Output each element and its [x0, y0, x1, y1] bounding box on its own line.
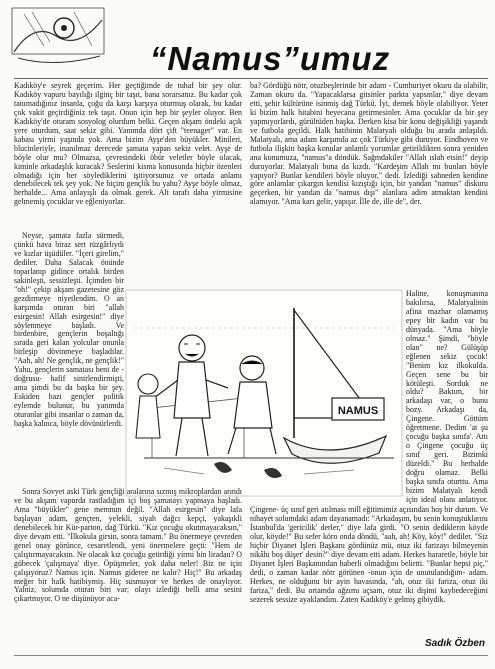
paragraph-intro: Kadıköy'e seyrek geçerim. Her geçtiğimde de tuhaf bir şey olur. Kadıköy vapuru bayılığı ilginç bir taşıt, bana sorarsanız. Bu kadar çok tanımadığınız insanla, çoğu da karşı karşıya oturmuş olarak, bu kadar çok vakit geçirdiğiniz tek taşıt. Onun için hep bir şeyler oluyor. Ben Kadıköy'de oturam sosyolog olurdum belki. Geçen akşam öndeki açık yere oturdum, saat sekiz gibi. Yanımda dört çift "teenager" var. En kabası yirmi yaşında yok. Ama bizim Ayşe'den büyükler. Minileri, blucinleriyle, inanılmaz derecede şamata yapan sekiz velet. Ayşe de böyle olur mu? Olmazsa, çevresindeki öbür veletler böyle olacak, kiminle arkadaşlık kuracak? Seslerini kisma konusunda hiçbir özenleri olmadığı için her söylediklerini işitiyorsunuz ve ortada anlamı denebilecek tek şey yok. Ne biçim gençlik bu yahu? Ayşe böyle olmaz, herhalde... Ama anlayışlı da olmak gerek. Alt tarafı daha yirmisine gelmemiş çocuklar ve eğleniyorlar.: [14, 82, 242, 207]
paragraph-bottom-right: Çingene- üç sınıf geri atılması mill eğitimimiz açısından hoş bir durum. Ve nihayet solumdaki adam dayanamadı: "Arkadaşım, bu senin konuştuklarını İstanbul'da 'gericilik' derler," diye lafa girdi. "O senin dediklerın köyde olur, köyde!" Bu sefer köro onda döndü, "aah, ah! Köy, köy!" dediler. "Siz hiçbir Diyanet İşleri Başkanı gördünüz mü, otuz iki farizayı bilmeyenin nikâhı boş düşer' desin?" diye devam etti adam. Herkes hararetle, böyle bir Diyanet İşleri Başkanından haberli olmadığını belirtti. "Bunlar hepsi piç," dedi, o zaman kadar nötr görünen -onun için de unutulandığım- adam. Herkes, ne olduğunu bir ayin havasında, "ah, otuz iki fariza, otuz iki fariza," dedi. Bu ortamda ağzımı açsam, otuz iki dişimi kaybedeceğimi sezerek sessize ayaklandım. Zaten Kadıköy'e gelmiş gibiydik.: [250, 506, 488, 604]
namus-sign-text: NAMUS: [337, 405, 379, 417]
text-column-left-narrow: [14, 232, 124, 486]
author-signature: Sadık Özben: [424, 638, 485, 649]
text-column-bottom-left: [14, 488, 242, 638]
ferry-scene-illustration: [124, 288, 404, 498]
text-column-bottom-right: [250, 506, 488, 638]
article-title: “Namus”umuz: [149, 40, 391, 77]
paragraph-right-narrow: Haline, konuşmasına bakılırsa, Malatyalinin afina mazhar olamamış epey bir kadın var bu dünyada. "Ama böyle olmaz." Şimdi, "böyle olan" ne? Gülüşüp eğlenen sekiz çocuk! "Benim kız ilkokulda. Geçen sene bu bir kötüleşti. Sorduk ne oldu? Baktım, bir arkadaşı var, o bunu bozy. Arkadaşı da, Çingene. Göttüm öğretmene. Dedim 'at şu çocuğu başka sınıfa'. Attı o Çingene çocuğu üç sınıf geri. Bizimki düzeldi." Bu herhalde doğru olamaz. Belki başka sınıfa oturttu. Ama bizim Malatyalı kendi için ideal olanı anlatıyor.: [406, 290, 488, 504]
text-column-right-top: [250, 82, 488, 285]
top-divider: [14, 78, 488, 79]
paragraph-right-top: ba? Gördüğü nötr, otuzbeşlerinde bir adam - Cumhuriyet okuru da olabilir, Zaman okuru da. "Yapacaklarsa gitsinler parkta yapsınlar," diye devam etti, şehir kültürüne isinmiş dağ Türkü. İyi, demek böyle olabiliyor. Yeter ki bizim halk hitabini heyecana getirmesinler. Ama çocuklar da bir şey yapmıyorlardı, gürültüden başka. Derken kisa bir konu değişikliği yaşandı ve futbola geçildi. Halk hatibinin Malatyalı olduğu bu arada anlaşıldı. Malatyalı, ama adam karşımda az çok Türkiye gibi duruyor. Eindhoven ve futbola ilişkin başka konular anlamlı yorumlar getirildikten sonra yeniden ana konumuza, "namus"a döndük. Sağmdakiler "Allah ıslah etsin!" deyip duruyorlar. Malatyalı buna da kızdı. "Kardeşim Allah mı bunları böyle yapıyor? Bunlar kendileri böyle oluyor," dedi. İzlediği sahneden kendine göre anlamlar çıkargın kendisi kızıştığı için, bir yandan "namus" diskuru geçerken, bir yandan da "namus dışı" alanlara adim atmaktan kendini alamıyor. "Ama karı gelir, yapışır. İlle de, ille de", der.: [250, 82, 488, 207]
paragraph-bottom-left: Sonra Sovyet aski Türk gençliği aralarına sızmış mikroplardan arındı ve bu akşam vapurda rastladığım içi boş şamatayı yapmaya başladı. Ama "büyükler" gene memnun değil. "Allah esirgesin" diye lafa başlayan adam, gençten, yelekli, siyah dağcı kepçi, yakaşıkli denebilecek bir Kür-parton, dağ Türkü. "Kız çocuğu okutmayacaksın," diye devam etti. "İlkokula girsin, sonra tamam." Bu önermeye çevreden genel onay görünce, cesaretlendi, yeni önermelere geçti: "Hem de çalıştırmayacaksın. Ne olacak kız çocuğu getirdiği yirmi bin liradan? O gübecek 'çalışmaya' diye. Öpüşmeler, yok daha neler! Biz ne için çalışıyoruz? Namus için. Namus gideree ne kalır? Hiç!" Bu arkadaş meğer bir halk hatibiymiş. Hiç susmuyor ve herkes de onaylıyor. Yalniz, solumda oturan biri var; olayı izlediği belli ama sesini çıkartmıyor. O ne düşünüyor aca-: [14, 488, 242, 604]
bottom-divider: [14, 655, 488, 656]
text-column-right-narrow: [406, 290, 488, 504]
masthead-illustration: [4, 2, 112, 70]
text-column-left: [14, 82, 242, 229]
paragraph-left-narrow: Neyse, şamata fazla sürmedi, çünkü hava biraz sert rüzgârlıydı ve kızlar üşüdüler. "İçeri girelim," dediler. Daha Salacak önünde toparlanıp gidince ortalık birden sakinleşti, sessizleşti. İçimden bir "oh!" çekip akşam gazetesine göz gezdirmeye niyetlendim. O an karşımda oturan biri "allah esirgesin! Allah esirgesin!" diye söylenmeye başladı. Ve birdenbire, gençlerin boşaltığı sırada geri kalan yolcular onunla birleşip dövinmeye başladılar. "Aah, ah! Ne gençlik, ne gençlik!" Yahu, gençlerin samatası beni de -doğrusu- hafif sinirlendirmişti, ama şimdi bu da başka bir şey. Eskiden bazi gençler politik eylemde bulunur, bu yanımda oturanlar gibi insanlar o zaman da, başka kalınca, böyle dövünürlerdi.: [14, 232, 124, 429]
